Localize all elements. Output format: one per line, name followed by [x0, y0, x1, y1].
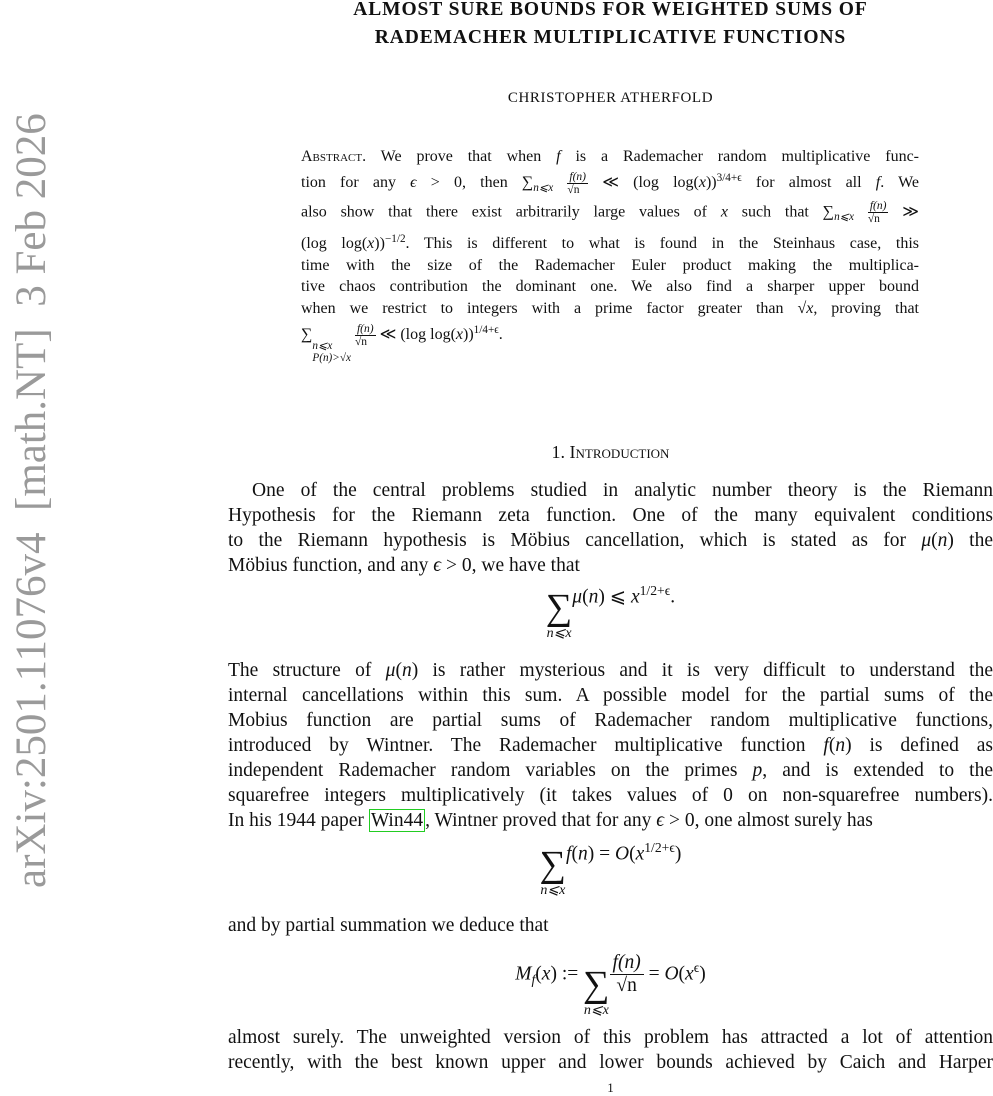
text-run: )	[674, 843, 682, 865]
text-line	[228, 528, 993, 553]
text-run: is a Rademacher random multiplicative func-	[560, 148, 919, 165]
math-symbol: f	[556, 148, 561, 165]
text-run: introduced by Wintner. The Rademacher multiplicative function	[228, 735, 824, 756]
paragraph-3	[228, 913, 993, 938]
text-run: ≪ (log log(	[375, 326, 456, 344]
arxiv-stamp: arXiv:2501.11076v4 [math.NT] 3 Feb 2026	[8, 113, 55, 888]
text-run: independent Rademacher random variables on the primes	[228, 760, 753, 781]
condition: n⩽x	[312, 340, 333, 353]
math-symbol: n	[577, 843, 588, 865]
text-run: tive chaos contribution the dominant one. We also find a sharper upper bound	[301, 278, 919, 296]
author: CHRISTOPHER ATHERFOLD	[507, 90, 714, 106]
text-run: )	[699, 963, 706, 985]
abstract	[301, 146, 919, 365]
text-run	[854, 203, 868, 220]
math-symbol: ϵ	[410, 173, 417, 191]
text-line	[301, 276, 919, 298]
text-run: =	[643, 963, 665, 985]
citation-link[interactable]: Win44	[370, 810, 424, 831]
text-run: tion for any	[301, 173, 411, 191]
math-symbol: x	[541, 963, 551, 985]
summation-range: n⩽x	[546, 625, 572, 642]
math-symbol: x	[367, 234, 375, 252]
math-symbol: μ	[921, 530, 932, 551]
title-line: ALMOST SURE BOUNDS FOR WEIGHTED SUMS OF	[353, 0, 868, 20]
text-run: (	[629, 843, 636, 865]
text-run: In his 1944 paper	[228, 810, 369, 831]
text-line	[301, 298, 919, 320]
text-run: almost surely. The unweighted version of this problem has attracted a lot of attention	[228, 1027, 993, 1048]
text-run: ) :=	[550, 963, 584, 985]
text-run: (	[571, 843, 578, 865]
math-symbol: μ	[572, 586, 583, 608]
superscript: ϵ	[693, 959, 700, 975]
text-line	[228, 553, 993, 578]
text-line	[301, 168, 919, 200]
summation-conditions	[312, 341, 351, 365]
math-symbol: n	[937, 530, 948, 551]
section-heading-text: 1. Introduction	[551, 442, 670, 462]
text-line	[228, 503, 993, 528]
math-symbol: n	[835, 735, 846, 756]
math-symbol: M	[515, 963, 532, 985]
text-line	[228, 1050, 993, 1075]
text-run: ) the	[947, 530, 993, 551]
text-line	[301, 146, 919, 168]
fraction	[567, 171, 588, 196]
text-run: .	[498, 326, 503, 344]
text-run: ) is rather mysterious and it is very difficult to understand the	[411, 660, 993, 681]
text-run: time with the size of the Rademacher Euler product making the multiplica-	[301, 256, 919, 274]
subscript: f	[531, 972, 536, 988]
sum-symbol: ∑	[539, 844, 567, 886]
text-run: > 0, we have that	[441, 555, 580, 576]
superscript: 3/4+ϵ	[716, 171, 742, 184]
equation-wintner	[228, 840, 993, 897]
superscript: 1/2+ϵ	[639, 583, 671, 598]
text-run: ) ⩽	[598, 586, 631, 608]
text-run: (	[931, 530, 938, 551]
math-symbol: μ	[385, 660, 396, 681]
text-run: ))	[705, 173, 717, 191]
text-run: (	[828, 735, 836, 756]
subscript: n⩽x	[533, 181, 554, 194]
text-run: squarefree integers multiplicatively (it takes values of 0 on non-squarefree numbers).	[228, 785, 993, 806]
section-heading	[228, 442, 993, 463]
fraction	[868, 200, 889, 225]
math-symbol: f	[566, 843, 572, 865]
text-run: ))	[463, 326, 474, 344]
fraction	[610, 952, 644, 998]
math-symbol: x	[455, 326, 463, 344]
text-line	[301, 200, 919, 229]
text-run: . We	[880, 173, 920, 191]
text-run	[553, 174, 567, 191]
text-run: > 0, one almost surely has	[664, 810, 873, 831]
page-number: 1	[607, 1080, 614, 1095]
text-line	[228, 658, 993, 683]
math-symbol: n	[401, 660, 412, 681]
text-run: ) =	[587, 843, 615, 865]
text-run: ∑	[301, 326, 313, 344]
denominator: √n	[354, 335, 368, 348]
summation	[583, 963, 610, 1018]
text-run: for almost all	[741, 173, 876, 191]
text-line	[301, 229, 919, 255]
text-run: , and is extended to the	[762, 760, 993, 781]
text-line	[228, 683, 993, 708]
text-line	[301, 255, 919, 277]
denominator: √n	[567, 183, 580, 196]
text-run: (	[395, 660, 402, 681]
text-line	[228, 913, 993, 938]
math-symbol: ϵ	[433, 555, 442, 576]
text-run: ))	[374, 234, 385, 252]
text-run: ) is defined as	[845, 735, 993, 756]
text-run: when we restrict to integers with a prime factor greater than √	[301, 300, 807, 318]
text-run: and by partial summation we deduce that	[228, 915, 549, 936]
denominator: √n	[616, 975, 637, 997]
text-run: (	[678, 963, 686, 985]
paper-title	[228, 0, 993, 52]
text-line	[228, 478, 993, 503]
condition: P(n)>√x	[312, 351, 351, 364]
text-run: , Wintner proved that for any	[425, 810, 657, 831]
math-symbol: O	[664, 963, 679, 985]
math-symbol: O	[614, 843, 630, 865]
superscript: −1/2	[384, 232, 406, 245]
superscript: 1/4+ϵ	[473, 323, 499, 336]
text-run: , proving that	[813, 300, 919, 318]
numerator: f(n)	[610, 952, 644, 975]
equation-mobius-sum	[228, 583, 993, 640]
summation-range: n⩽x	[540, 882, 566, 899]
equation-weighted-sum	[228, 952, 993, 1017]
paragraph-1	[228, 478, 993, 578]
math-symbol: f	[875, 173, 881, 191]
math-symbol: p	[752, 760, 763, 781]
paragraph-2	[228, 658, 993, 833]
math-symbol: x	[630, 586, 640, 608]
text-run: > 0, then ∑	[416, 173, 534, 191]
summation	[546, 589, 572, 640]
summation-range: n⩽x	[583, 1002, 609, 1018]
text-run: Hypothesis for the Riemann zeta function. One of the many equivalent conditions	[228, 505, 993, 526]
text-run: ≫	[888, 202, 920, 220]
numerator: f(n)	[569, 170, 587, 183]
summation	[540, 846, 566, 897]
text-line	[228, 808, 993, 833]
sum-symbol: ∑	[583, 963, 610, 1005]
numerator: f(n)	[356, 322, 374, 335]
numerator: f(n)	[869, 199, 887, 212]
text-run: One of the central problems studied in analytic number theory is the Riemann	[252, 480, 993, 501]
text-run: ≪ (log log(	[588, 173, 699, 191]
title-line: RADEMACHER MULTIPLICATIVE FUNCTIONS	[374, 27, 847, 48]
math-symbol: f	[823, 735, 829, 756]
text-run: (log log(	[301, 234, 368, 252]
text-line	[228, 758, 993, 783]
math-symbol: x	[685, 963, 694, 985]
text-run: such that ∑	[727, 202, 835, 220]
superscript: 1/2+ϵ	[644, 840, 675, 855]
math-symbol: x	[806, 300, 814, 318]
text-line	[301, 320, 919, 365]
text-run: . This is different to what is found in the Steinhaus case, this	[405, 234, 919, 252]
abstract-label: Abstract.	[301, 148, 367, 165]
text-run: also show that there exist arbitrarily large values of	[301, 202, 721, 220]
text-run: internal cancellations within this sum. A possible model for the partial sums of the	[228, 685, 993, 706]
math-symbol: n	[588, 586, 599, 608]
text-run: recently, with the best known upper and lower bounds achieved by Caich and Harper	[228, 1052, 993, 1073]
sum-symbol: ∑	[545, 587, 573, 629]
text-run: Mobius function are partial sums of Rademacher random multiplicative functions,	[228, 710, 993, 731]
text-run: .	[670, 586, 676, 608]
text-run: (	[582, 586, 589, 608]
text-line	[228, 708, 993, 733]
math-symbol: x	[698, 173, 706, 191]
paragraph-4	[228, 1025, 993, 1075]
math-symbol: ϵ	[656, 810, 665, 831]
text-run: Möbius function, and any	[228, 555, 434, 576]
math-symbol: x	[635, 843, 645, 865]
denominator: √n	[867, 212, 880, 225]
text-run: We prove that when	[366, 148, 557, 165]
math-symbol: x	[720, 202, 728, 220]
text-line	[228, 783, 993, 808]
text-line	[228, 733, 993, 758]
fraction	[355, 323, 376, 348]
text-line	[228, 1025, 993, 1050]
text-run: The structure of	[228, 660, 386, 681]
text-run: (	[535, 963, 542, 985]
subscript: n⩽x	[834, 210, 855, 223]
text-run: to the Riemann hypothesis is Möbius cancellation, which is stated as for	[228, 530, 922, 551]
